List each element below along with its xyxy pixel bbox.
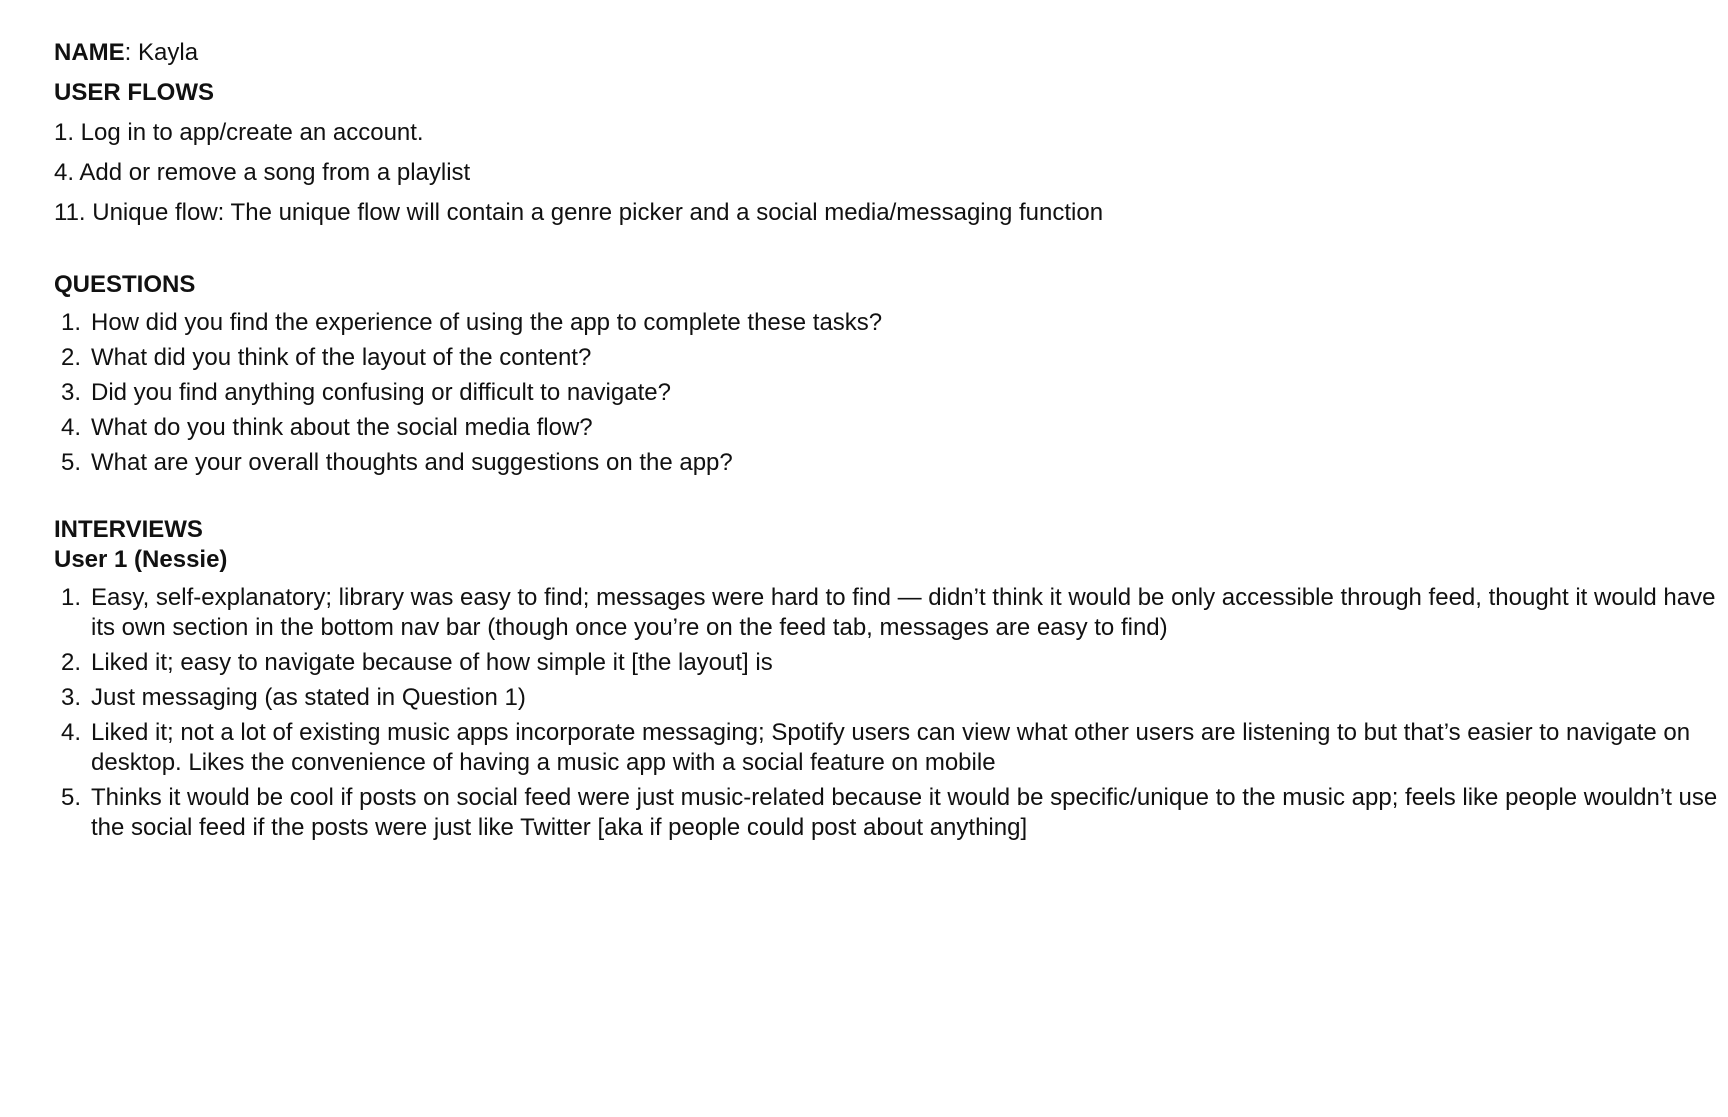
answer-text: Liked it; not a lot of existing music apps incorporate messaging; Spotify users can view what other users are listening to but that’s easier to navigate on desktop. Likes the convenience of having a music app with a social feature on mobile <box>91 719 1691 776</box>
answer-number: 5. <box>61 784 82 811</box>
question-number: 1. <box>61 309 82 336</box>
answer-item <box>54 683 1728 713</box>
question-item <box>54 448 1694 478</box>
question-text: What are your overall thoughts and suggestions on the app? <box>91 449 733 476</box>
answer-text: Just messaging (as stated in Question 1) <box>91 684 526 711</box>
answer-number: 1. <box>61 584 82 611</box>
question-text: Did you find anything confusing or difficult to navigate? <box>91 379 671 406</box>
answer-number: 2. <box>61 649 82 676</box>
answer-text: Easy, self-explanatory; library was easy to find; messages were hard to find — didn’t think it would be only accessible through feed, thought it would have its own section in the bottom nav bar (though once you’re on the feed tab, messages are easy to find) <box>91 584 1716 641</box>
answer-item <box>54 583 1728 643</box>
question-text: What did you think of the layout of the content? <box>91 344 592 371</box>
name-label: NAME <box>54 39 125 66</box>
questions-list <box>54 308 1694 478</box>
user-flow-item: 1. Log in to app/create an account. <box>54 119 424 146</box>
answer-item <box>54 718 1728 778</box>
answer-item <box>54 648 1728 678</box>
interview-user-title: User 1 (Nessie) <box>54 546 228 573</box>
name-separator: : <box>124 39 139 66</box>
user-flow-item: 11. Unique flow: The unique flow will contain a genre picker and a social media/messaging function <box>54 199 1104 226</box>
name-line <box>54 38 1694 68</box>
question-number: 4. <box>61 414 82 441</box>
question-number: 3. <box>61 379 82 406</box>
question-text: How did you find the experience of using the app to complete these tasks? <box>91 309 883 336</box>
question-item <box>54 413 1694 443</box>
question-number: 5. <box>61 449 82 476</box>
question-item <box>54 343 1694 373</box>
answer-item <box>54 783 1728 843</box>
questions-heading: QUESTIONS <box>54 271 196 298</box>
user-flows-heading: USER FLOWS <box>54 79 214 106</box>
question-item <box>54 378 1694 408</box>
answer-number: 4. <box>61 719 82 746</box>
question-text: What do you think about the social media flow? <box>91 414 593 441</box>
answer-text: Liked it; easy to navigate because of how simple it [the layout] is <box>91 649 773 676</box>
question-number: 2. <box>61 344 82 371</box>
interviews-heading: INTERVIEWS <box>54 516 203 543</box>
answer-number: 3. <box>61 684 82 711</box>
answers-list <box>54 583 1718 843</box>
name-value: Kayla <box>138 39 199 66</box>
document <box>54 38 1718 848</box>
user-flow-item: 4. Add or remove a song from a playlist <box>54 159 471 186</box>
answer-text: Thinks it would be cool if posts on social feed were just music-related because it would be specific/unique to the music app; feels like people wouldn’t use the social feed if the posts were just like Twitter [aka if people could post about anything] <box>91 784 1718 841</box>
question-item <box>54 308 1694 338</box>
